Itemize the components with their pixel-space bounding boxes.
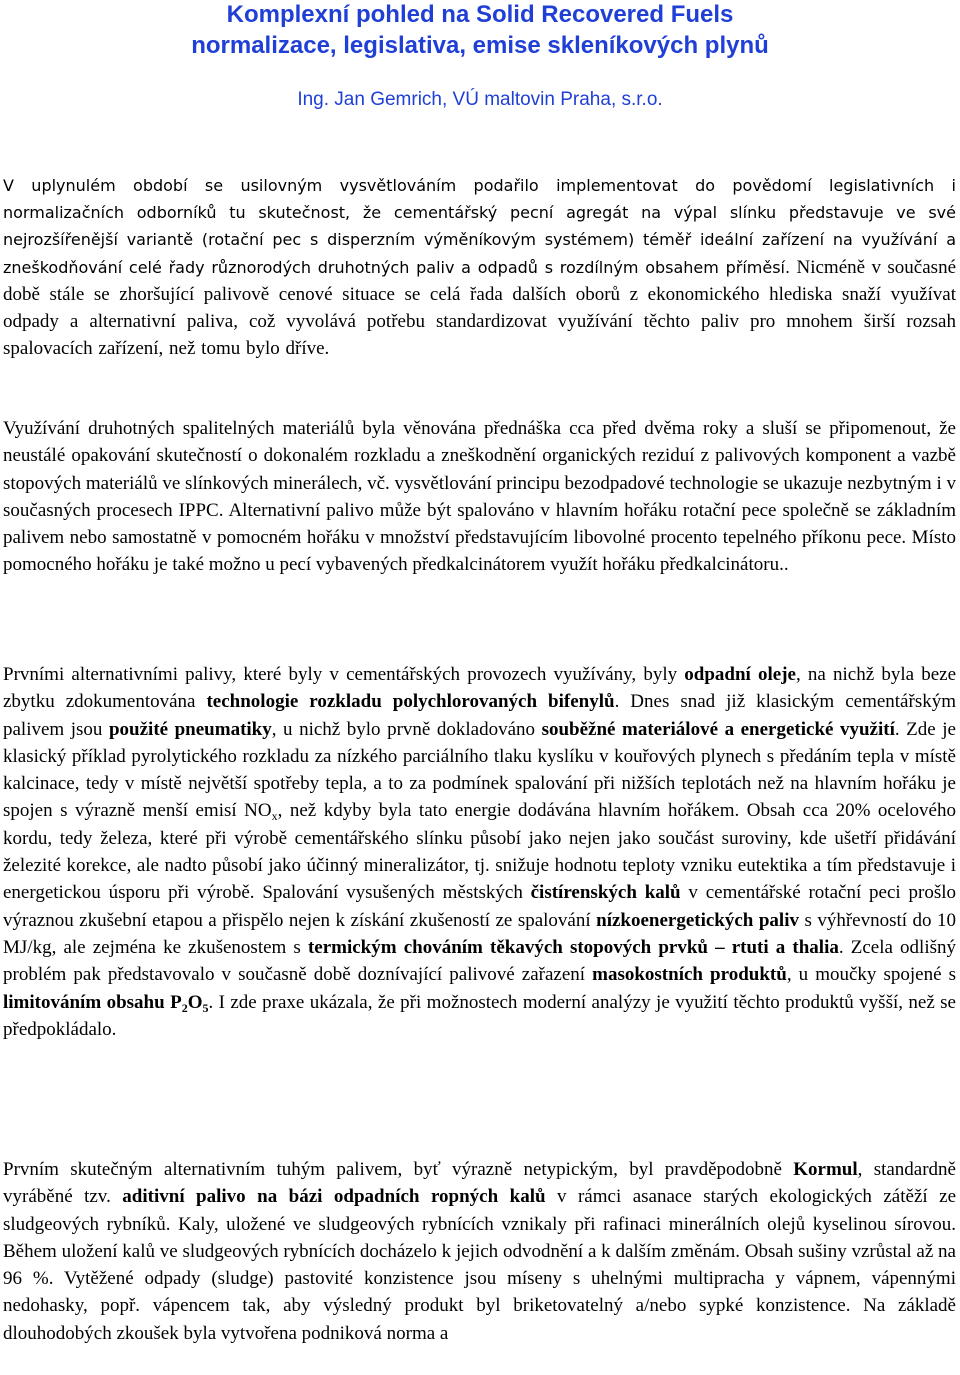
text-span: v cementářské rotační peci prošlo výraznou zkušební etapou a přispělo nejen k získání zkušeností ze spalování [3,882,956,931]
bold-term-kormul: Kormul [793,1159,858,1180]
text-span: s výhřevností do 10 MJ/kg, ale zejména ke zkušenostem s [3,909,956,958]
title-line-1: Komplexní pohled na Solid Recovered Fuels [226,1,734,28]
text-span: , na nichž byla beze zbytku zdokumentována [3,664,957,713]
bold-term-pneumatiky: použité pneumatiky [108,718,272,740]
text-span: Prvním skutečným alternativním tuhým palivem, byť výrazně netypickým, byl pravděpodobně [3,1159,794,1180]
text-span: , u nichž bylo prvně dokladováno [271,718,542,740]
text-span: . Dnes snad již klasickým cementářským palivem jsou [3,691,956,740]
text-span: , u moučky spojené s [786,964,956,986]
intro-part-a: V uplynulém období se usilovným vysvětlováním podařilo implementovat do povědomí legislativních i normalizačních odborníků tu skutečnost, že cementářský pecní agregát na výpal slínku představuje ve své nejrozšířenější variantě (rotační pec s disperzním výměníkovým systémem) téměř ideální zařízení na využívání a zneškodňování celé řady různorodých druhotných paliv a odpadů s rozdílným obsahem příměsí. [3,176,956,277]
bold-term-odpadni-oleje: odpadní oleje [684,664,796,685]
intro-part-b: Nicméně v současné době stále se zhoršující palivově cenové situace se celá řada dalších oborů z ekonomického hlediska snaží využívat odpady a alternativní paliva, což vyvolává potřebu standardizovat využívání těchto paliv pro mnohem širší rozsah spalovacích zařízení, než tomu bylo dříve. [3,256,956,360]
bold-term-cistirenske-kaly: čistírenských kalů [530,882,681,904]
subscript-x: x [271,809,278,824]
paragraph-druhotne-materialy [3,415,956,579]
paragraph-intro [3,172,956,362]
paragraph-alternativni-paliva [3,661,956,1043]
paragraph-kormul [3,1156,956,1347]
text-span: . I zde praxe ukázala, že při možnostech moderní analýzy je využití těchto produktů vyšší, než se předpokládalo. [3,991,956,1040]
bold-term-masokostni-produkty: masokostních produktů [592,964,787,986]
paragraph-2-text: Využívání druhotných spalitelných materiálů byla věnována přednáška cca před dvěma roky a sluší se připomenout, že neustálé opakování skutečností o dokonalém rozkladu a zneškodnění organických reziduí z palivových komponent a vazbě stopových materiálů ve slínkových minerálech, vč. vysvětlování principu bezodpadové technologie se ukazuje nezbytným i v současných procesech IPPC. Alternativní palivo může být spalováno v hlavním hořáku rotační pece společně se základním palivem nebo samostatně v pomocném hořáku v množství představujícím libovolné procento tepelného příkonu pece. Místo pomocného hořáku je také možno u pecí vybavených předkalcinátorem využít hořáku předkalcinátoru.. [3,418,956,576]
text-span: , standardně vyráběné tzv. [3,1159,956,1208]
title-line-2: normalizace, legislativa, emise skleníkových plynů [191,32,769,59]
author-line: Ing. Jan Gemrich, VÚ maltovin Praha, s.r.o. [297,89,663,110]
text-span: v rámci asanace starých ekologických zátěží ze sludgeových rybníků. Kaly, uložené ve sludgeových rybnících vznikaly při rafinaci minerálních olejů kyselinou sírovou. Během uložení kalů ve sludgeových rybnících docházelo k jejich odvodnění a k dalším změnám. Obsah sušiny vzrůstal až na 96 %. Vytěžené odpady (sludge) pastovité konzistence jsou míseny s uhelnými multipracha y vápnem, vápennými nedohasky, popř. vápencem tak, aby výsledný produkt byl briketovatelný a/nebo sypké konzistence. Na základě dlouhodobých zkoušek byla vytvořena podniková norma a [3,1186,956,1344]
bold-term-tekave-prvky: termickým chováním těkavých stopových prvků – rtuti a thalia [307,936,839,958]
bold-term-aditivni-palivo: aditivní palivo na bázi odpadních ropných kalů [122,1186,546,1208]
text-span: , než kdyby byla tato energie dodávána hlavním hořákem. Obsah cca 20% ocelového kordu, tedy železa, které při výrobě cementářského slínku působí jako nejen jako součást suroviny, kde ušetří přidávání železité korekce, ale nadto působí jako účinný mineralizátor, tj. snižuje hodnotu teploty vzniku eutektika a tím představuje i energetickou úsporu při výrobě. Spalování vysušených městských [3,800,956,904]
bold-term-nizkoenergeticka-paliva: nízkoenergetických paliv [596,909,799,931]
bold-term-pcb: technologie rozkladu polychlorovaných bifenylů [206,691,615,713]
text-span: Prvními alternativními palivy, které byly v cementářských provozech využívány, byly [3,664,685,685]
text-span: . Zde je klasický příklad pyrolytického rozkladu za nízkého parciálního tlaku kyslíku v kouřových plynech s předáním tepla v místě kalcinace, tedy v místě největší spotřeby tepla, a to za podmínek spalování při nižších teplotách než na hlavním hořáku je spojen s výrazně menší emisí NO [3,718,956,822]
bold-term-limitovani-p2o5: limitováním obsahu $P_2O_5$ [3,991,209,1015]
bold-term-soubezne-vyuziti: souběžné materiálové a energetické využití [541,718,895,740]
text-span: . Zcela odlišný problém pak představovalo v současně době doznívající palivové zařazení [3,936,956,986]
